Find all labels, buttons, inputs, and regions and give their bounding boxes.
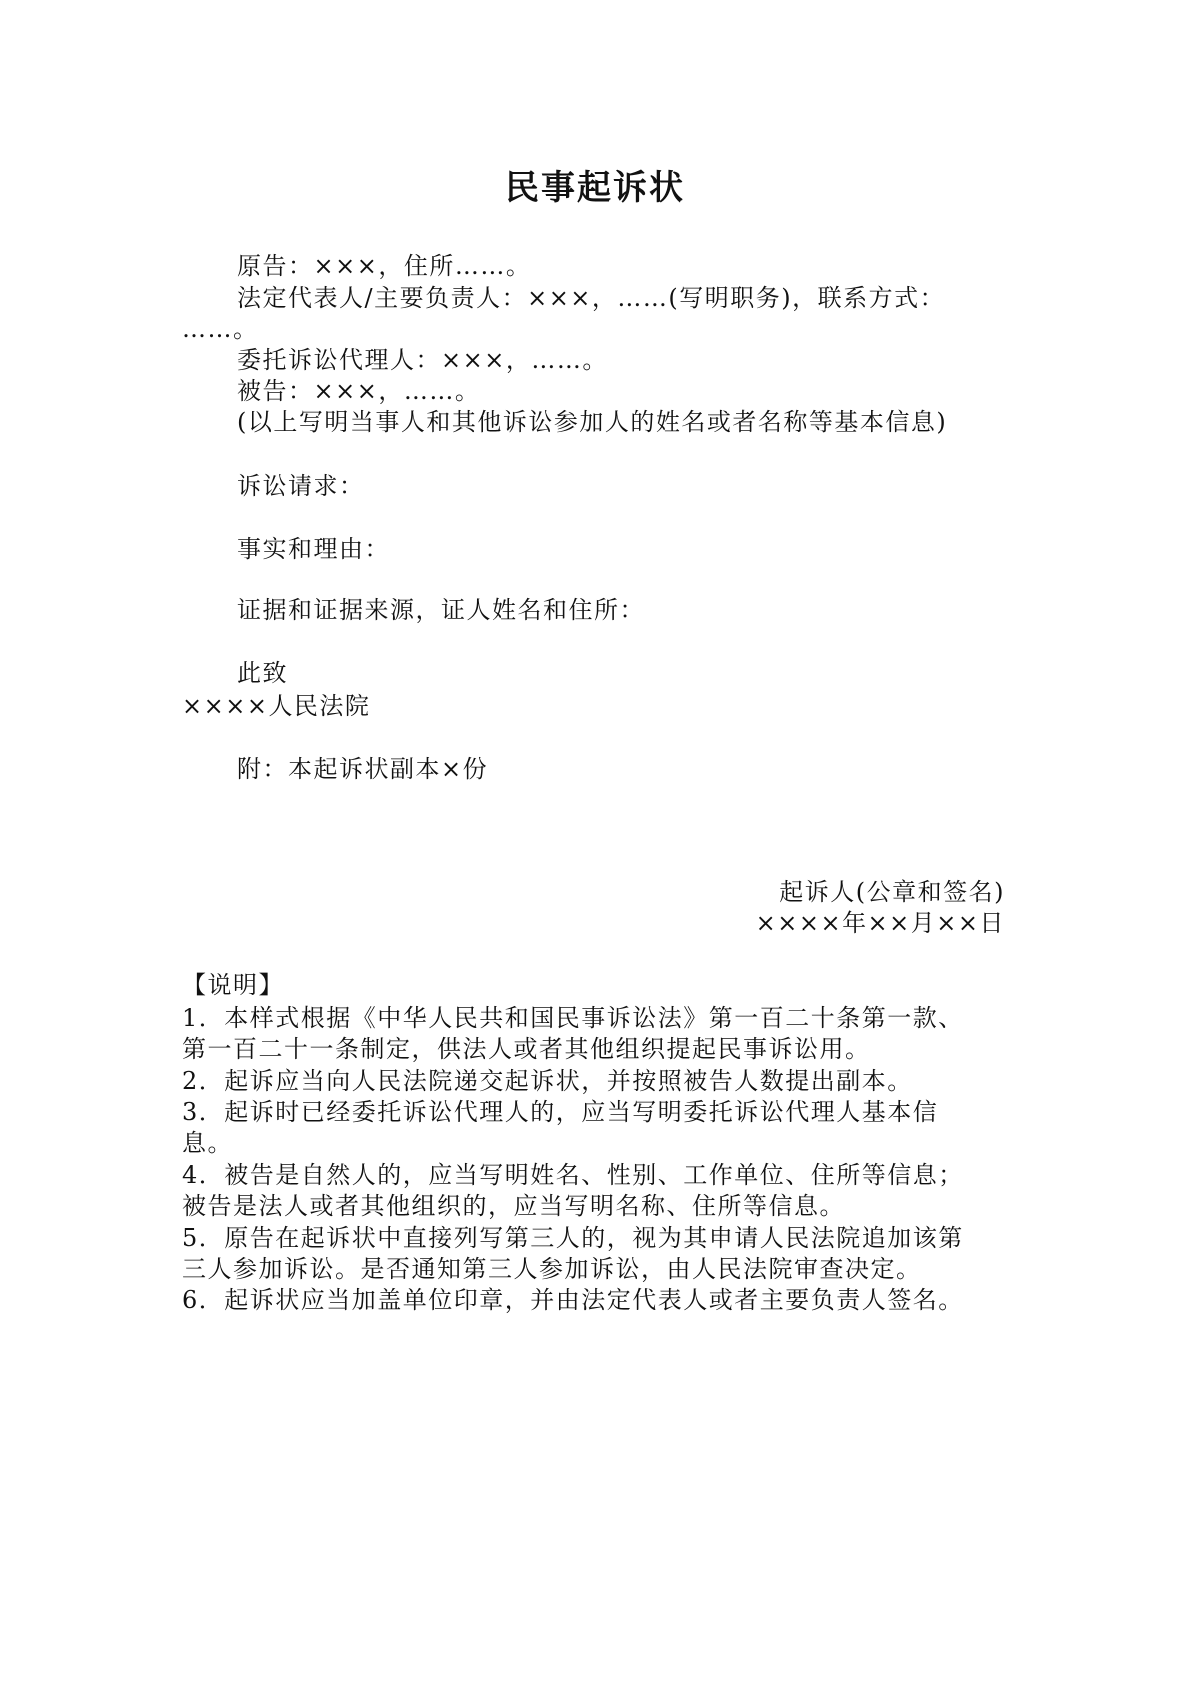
note-line: 5．原告在起诉状中直接列写第三人的，视为其申请人民法院追加该第 (182, 1224, 964, 1252)
notes-heading: 【说明】 (182, 971, 284, 999)
note-line: 6．起诉状应当加盖单位印章，并由法定代表人或者主要负责人签名。 (182, 1286, 964, 1314)
salutation: 此致 (237, 659, 288, 687)
agent-line: 委托诉讼代理人：×××，……。 (237, 346, 608, 374)
facts-heading: 事实和理由： (237, 535, 390, 563)
note-line: 1．本样式根据《中华人民共和国民事诉讼法》第一百二十条第一款、 (182, 1004, 964, 1032)
note-line: 2．起诉应当向人民法院递交起诉状，并按照被告人数提出副本。 (182, 1067, 913, 1095)
evidence-heading: 证据和证据来源，证人姓名和住所： (237, 596, 645, 624)
note-line: 三人参加诉讼。是否通知第三人参加诉讼，由人民法院审查决定。 (182, 1255, 922, 1283)
defendant-line: 被告：×××，……。 (237, 377, 481, 405)
document-title: 民事起诉状 (505, 168, 685, 208)
note-line: 4．被告是自然人的，应当写明姓名、性别、工作单位、住所等信息； (182, 1161, 964, 1189)
signer-line: 起诉人(公章和签名) (779, 878, 1005, 906)
note-line: 第一百二十一条制定，供法人或者其他组织提起民事诉讼用。 (182, 1035, 871, 1063)
note-line: 息。 (182, 1129, 233, 1157)
legal-representative-line-continued: ……。 (182, 315, 259, 343)
attachment-line: 附：本起诉状副本×份 (237, 755, 489, 783)
plaintiff-line: 原告：×××，住所……。 (237, 252, 532, 280)
note-line: 被告是法人或者其他组织的，应当写明名称、住所等信息。 (182, 1192, 845, 1220)
court-name: ××××人民法院 (182, 692, 371, 720)
note-line: 3．起诉时已经委托诉讼代理人的，应当写明委托诉讼代理人基本信 (182, 1098, 939, 1126)
date-line: ××××年××月××日 (755, 909, 1005, 937)
claims-heading: 诉讼请求： (237, 472, 365, 500)
parties-note: (以上写明当事人和其他诉讼参加人的姓名或者名称等基本信息) (237, 408, 948, 436)
legal-representative-line: 法定代表人/主要负责人：×××，……(写明职务)，联系方式： (237, 284, 946, 312)
